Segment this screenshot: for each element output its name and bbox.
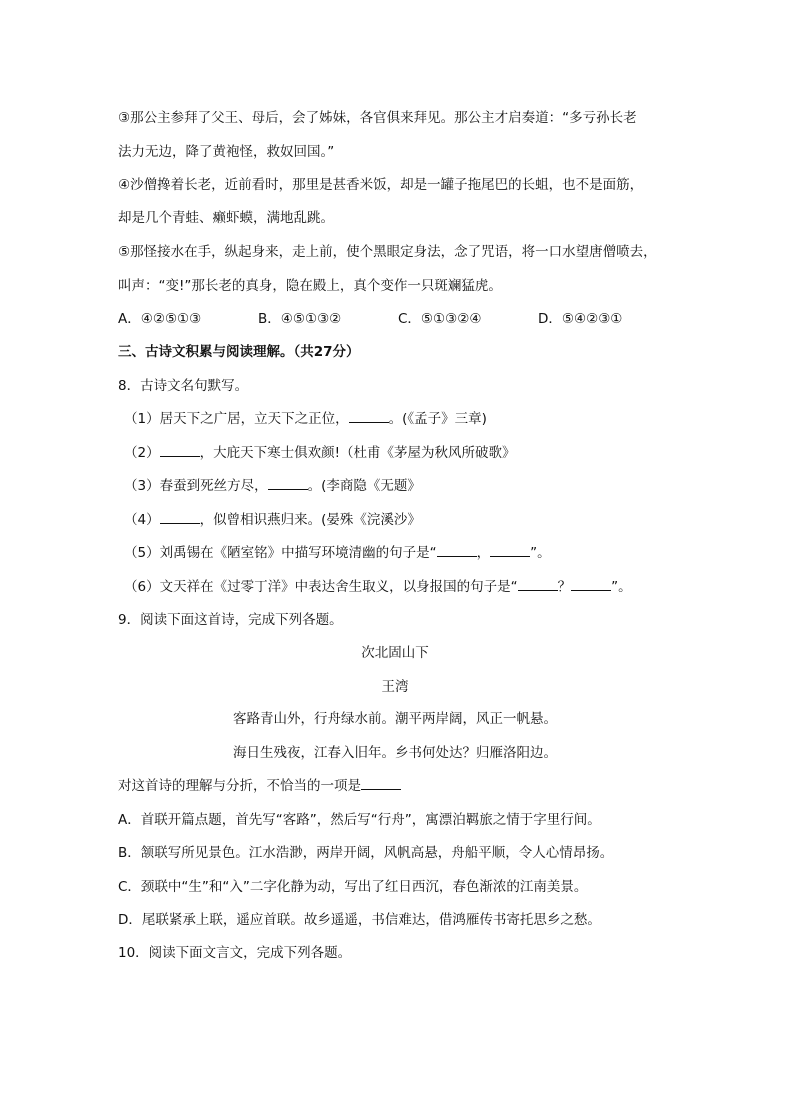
- q8-item-4-post: ，似曾相识燕归来。(晏殊《浣溪沙》: [199, 512, 421, 528]
- answer-blank[interactable]: [160, 443, 200, 457]
- answer-blank[interactable]: [349, 409, 389, 423]
- q8-item-3: [124, 476, 421, 496]
- q8-item-5: [124, 543, 551, 563]
- poem-title: 次北固山下: [361, 645, 429, 661]
- q7-options: [118, 309, 678, 329]
- q8-item-2-post: ，大庇天下寒士俱欢颜!（杜甫《茅屋为秋风所破歌》: [199, 445, 516, 461]
- poem-line-2: 海日生残夜，江春入旧年。乡书何处达？归雁洛阳边。: [233, 745, 557, 761]
- passage-5-line-1: ⑤那怪接水在手，纵起身来，走上前，使个黑眼定身法，念了咒语，将一口水望唐僧喷去，: [118, 244, 657, 260]
- q10-stem: 10．阅读下面文言文，完成下列各题。: [118, 945, 352, 961]
- q9-option-d: D．尾联紧承上联，遥应首联。故乡遥遥，书信难达，借鸿雁传书寄托思乡之愁。: [118, 912, 601, 928]
- q8-item-4-pre: （4）: [124, 512, 160, 528]
- q7-option-a: A．④②⑤①③: [118, 311, 202, 327]
- q8-item-6: [124, 577, 632, 597]
- q7-option-b: B．④⑤①③②: [258, 311, 342, 327]
- poem-author: 王湾: [381, 679, 409, 695]
- q8-item-1-pre: （1）居天下之广居，立天下之正位，: [124, 411, 349, 427]
- q7-option-c: C．⑤①③②④: [398, 311, 482, 327]
- answer-blank[interactable]: [361, 776, 401, 790]
- q8-stem: 8．古诗文名句默写。: [118, 378, 249, 394]
- q7-option-d: D．⑤④②③①: [538, 311, 623, 327]
- q8-item-3-pre: （3）春蚕到死丝方尽，: [124, 478, 268, 494]
- passage-5-line-2: 叫声：“变!”那长老的真身，隐在殿上，真个变作一只斑斓猛虎。: [118, 278, 502, 294]
- answer-blank[interactable]: [437, 543, 477, 557]
- answer-blank[interactable]: [268, 476, 308, 490]
- section-3-heading: 三、古诗文积累与阅读理解。（共27分）: [118, 344, 360, 360]
- q8-item-5-mid: ，: [476, 545, 491, 561]
- answer-blank[interactable]: [518, 577, 558, 591]
- q9-stem: 9．阅读下面这首诗，完成下列各题。: [118, 612, 343, 628]
- q8-item-6-pre: （6）文天祥在《过零丁洋》中表达舍生取义，以身报国的句子是“: [124, 579, 518, 595]
- q8-item-5-post: ”。: [530, 545, 551, 561]
- answer-blank[interactable]: [571, 577, 611, 591]
- q9-question-text: 对这首诗的理解与分折，不恰当的一项是: [118, 778, 361, 794]
- q8-item-4: [124, 510, 421, 530]
- q9-option-b: B．颔联写所见景色。江水浩渺，两岸开阔，风帆高悬，舟船平顺，令人心情昂扬。: [118, 845, 614, 861]
- q8-item-2: [124, 443, 516, 463]
- passage-4-line-1: ④沙僧搀着长老，近前看时，那里是甚香米饭，却是一罐子拖尾巴的长蛆，也不是面筋，: [118, 177, 644, 193]
- answer-blank[interactable]: [490, 543, 530, 557]
- q8-item-6-post: ”。: [611, 579, 632, 595]
- passage-3-line-1: ③那公主参拜了父王、母后，会了姊妹，各官俱来拜见。那公主才启奏道：“多亏孙长老: [118, 110, 637, 126]
- q8-item-6-mid: ？: [557, 579, 572, 595]
- poem-line-1: 客路青山外，行舟绿水前。潮平两岸阔，风正一帆悬。: [233, 711, 557, 727]
- q9-option-c: C．颈联中“生”和“入”二字化静为动，写出了红日西沉，春色渐浓的江南美景。: [118, 879, 588, 895]
- answer-blank[interactable]: [160, 510, 200, 524]
- q8-item-1: [124, 409, 487, 429]
- q9-question: [118, 776, 401, 796]
- q9-option-a: A．首联开篇点题，首先写“客路”，然后写“行舟”，寓漂泊羁旅之情于字里行间。: [118, 812, 601, 828]
- passage-4-line-2: 却是几个青蛙、癞虾蟆，满地乱跳。: [118, 210, 334, 226]
- passage-3-line-2: 法力无边，降了黄袍怪，救奴回国。”: [118, 144, 335, 160]
- q8-item-2-pre: （2）: [124, 445, 160, 461]
- q8-item-1-post: 。(《孟子》三章): [388, 411, 487, 427]
- q8-item-3-post: 。(李商隐《无题》: [307, 478, 421, 494]
- q8-item-5-pre: （5）刘禹锡在《陋室铭》中描写环境清幽的句子是“: [124, 545, 437, 561]
